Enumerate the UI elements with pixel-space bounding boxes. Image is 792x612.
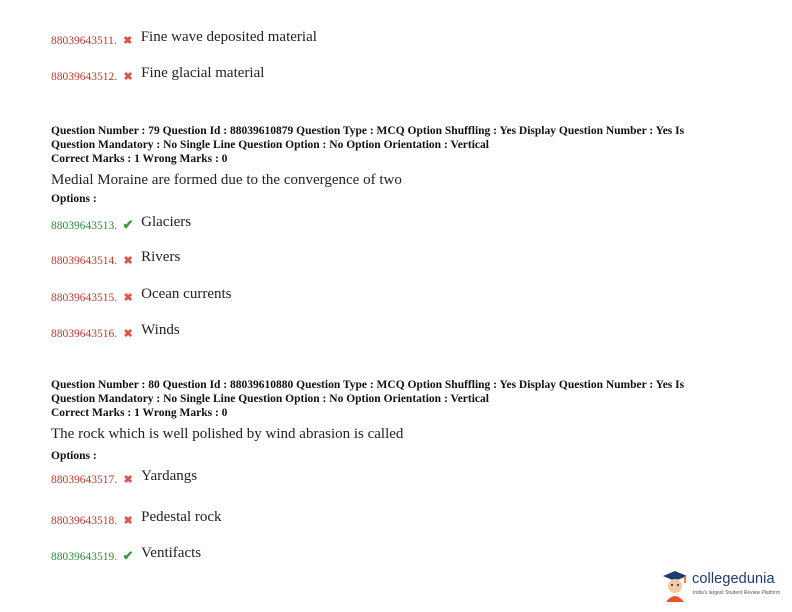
meta-line: Question Mandatory : No Single Line Question Option : No Option Orientation : Vertical [51,139,489,151]
option-row [51,29,317,49]
cross-icon: ✖ [123,474,133,486]
cross-icon: ✖ [123,292,133,304]
option-id: 88039643517. [51,474,118,486]
option-text: Ocean currents [141,286,232,302]
option-text: Fine wave deposited material [140,29,317,45]
meta-line: Question Number : 79 Question Id : 88039610879 Question Type : MCQ Option Shuffling : Yes Display Question Number : Yes Is [51,125,685,137]
graduate-mascot-icon [660,568,690,604]
option-text: Fine glacial material [141,65,265,81]
option-text: Winds [141,322,180,338]
cross-icon: ✖ [123,71,133,83]
checkmark-icon: ✔ [122,548,134,563]
option-text: Yardangs [141,468,198,484]
collegedunia-logo [660,566,788,606]
option-id: 88039643516. [51,328,118,340]
cross-icon: ✖ [123,35,133,47]
option-text: Ventifacts [141,545,202,561]
option-row [51,214,192,234]
option-row [51,509,222,529]
meta-line: Question Mandatory : No Single Line Question Option : No Option Orientation : Vertical [51,393,489,405]
option-text: Pedestal rock [141,509,222,525]
question-text: The rock which is well polished by wind abrasion is called [51,426,404,442]
option-id: 88039643513. [51,220,118,232]
logo-tagline: India's largest Student Review Platform [693,590,781,596]
option-row [51,322,180,342]
option-id: 88039643518. [51,515,118,527]
option-row [51,545,202,565]
question-text: Medial Moraine are formed due to the convergence of two [51,172,402,188]
marks-line: Correct Marks : 1 Wrong Marks : 0 [51,407,228,419]
option-id: 88039643511. [51,35,117,47]
option-id: 88039643519. [51,551,118,563]
option-id: 88039643514. [51,255,118,267]
option-row [51,286,232,306]
option-id: 88039643515. [51,292,118,304]
question-meta [51,124,751,166]
option-row [51,249,181,269]
question-meta [51,378,751,420]
option-text: Glaciers [141,214,192,230]
logo-text: collegedunia [692,571,775,587]
option-row [51,468,198,488]
option-row [51,65,265,85]
meta-line: Question Number : 80 Question Id : 88039610880 Question Type : MCQ Option Shuffling : Yes Display Question Number : Yes Is [51,379,685,391]
options-label: Options : [51,450,97,462]
cross-icon: ✖ [123,255,133,267]
option-text: Rivers [141,249,181,265]
option-id: 88039643512. [51,71,118,83]
marks-line: Correct Marks : 1 Wrong Marks : 0 [51,153,228,165]
options-label: Options : [51,193,97,205]
cross-icon: ✖ [123,328,133,340]
checkmark-icon: ✔ [122,217,134,232]
cross-icon: ✖ [123,515,133,527]
